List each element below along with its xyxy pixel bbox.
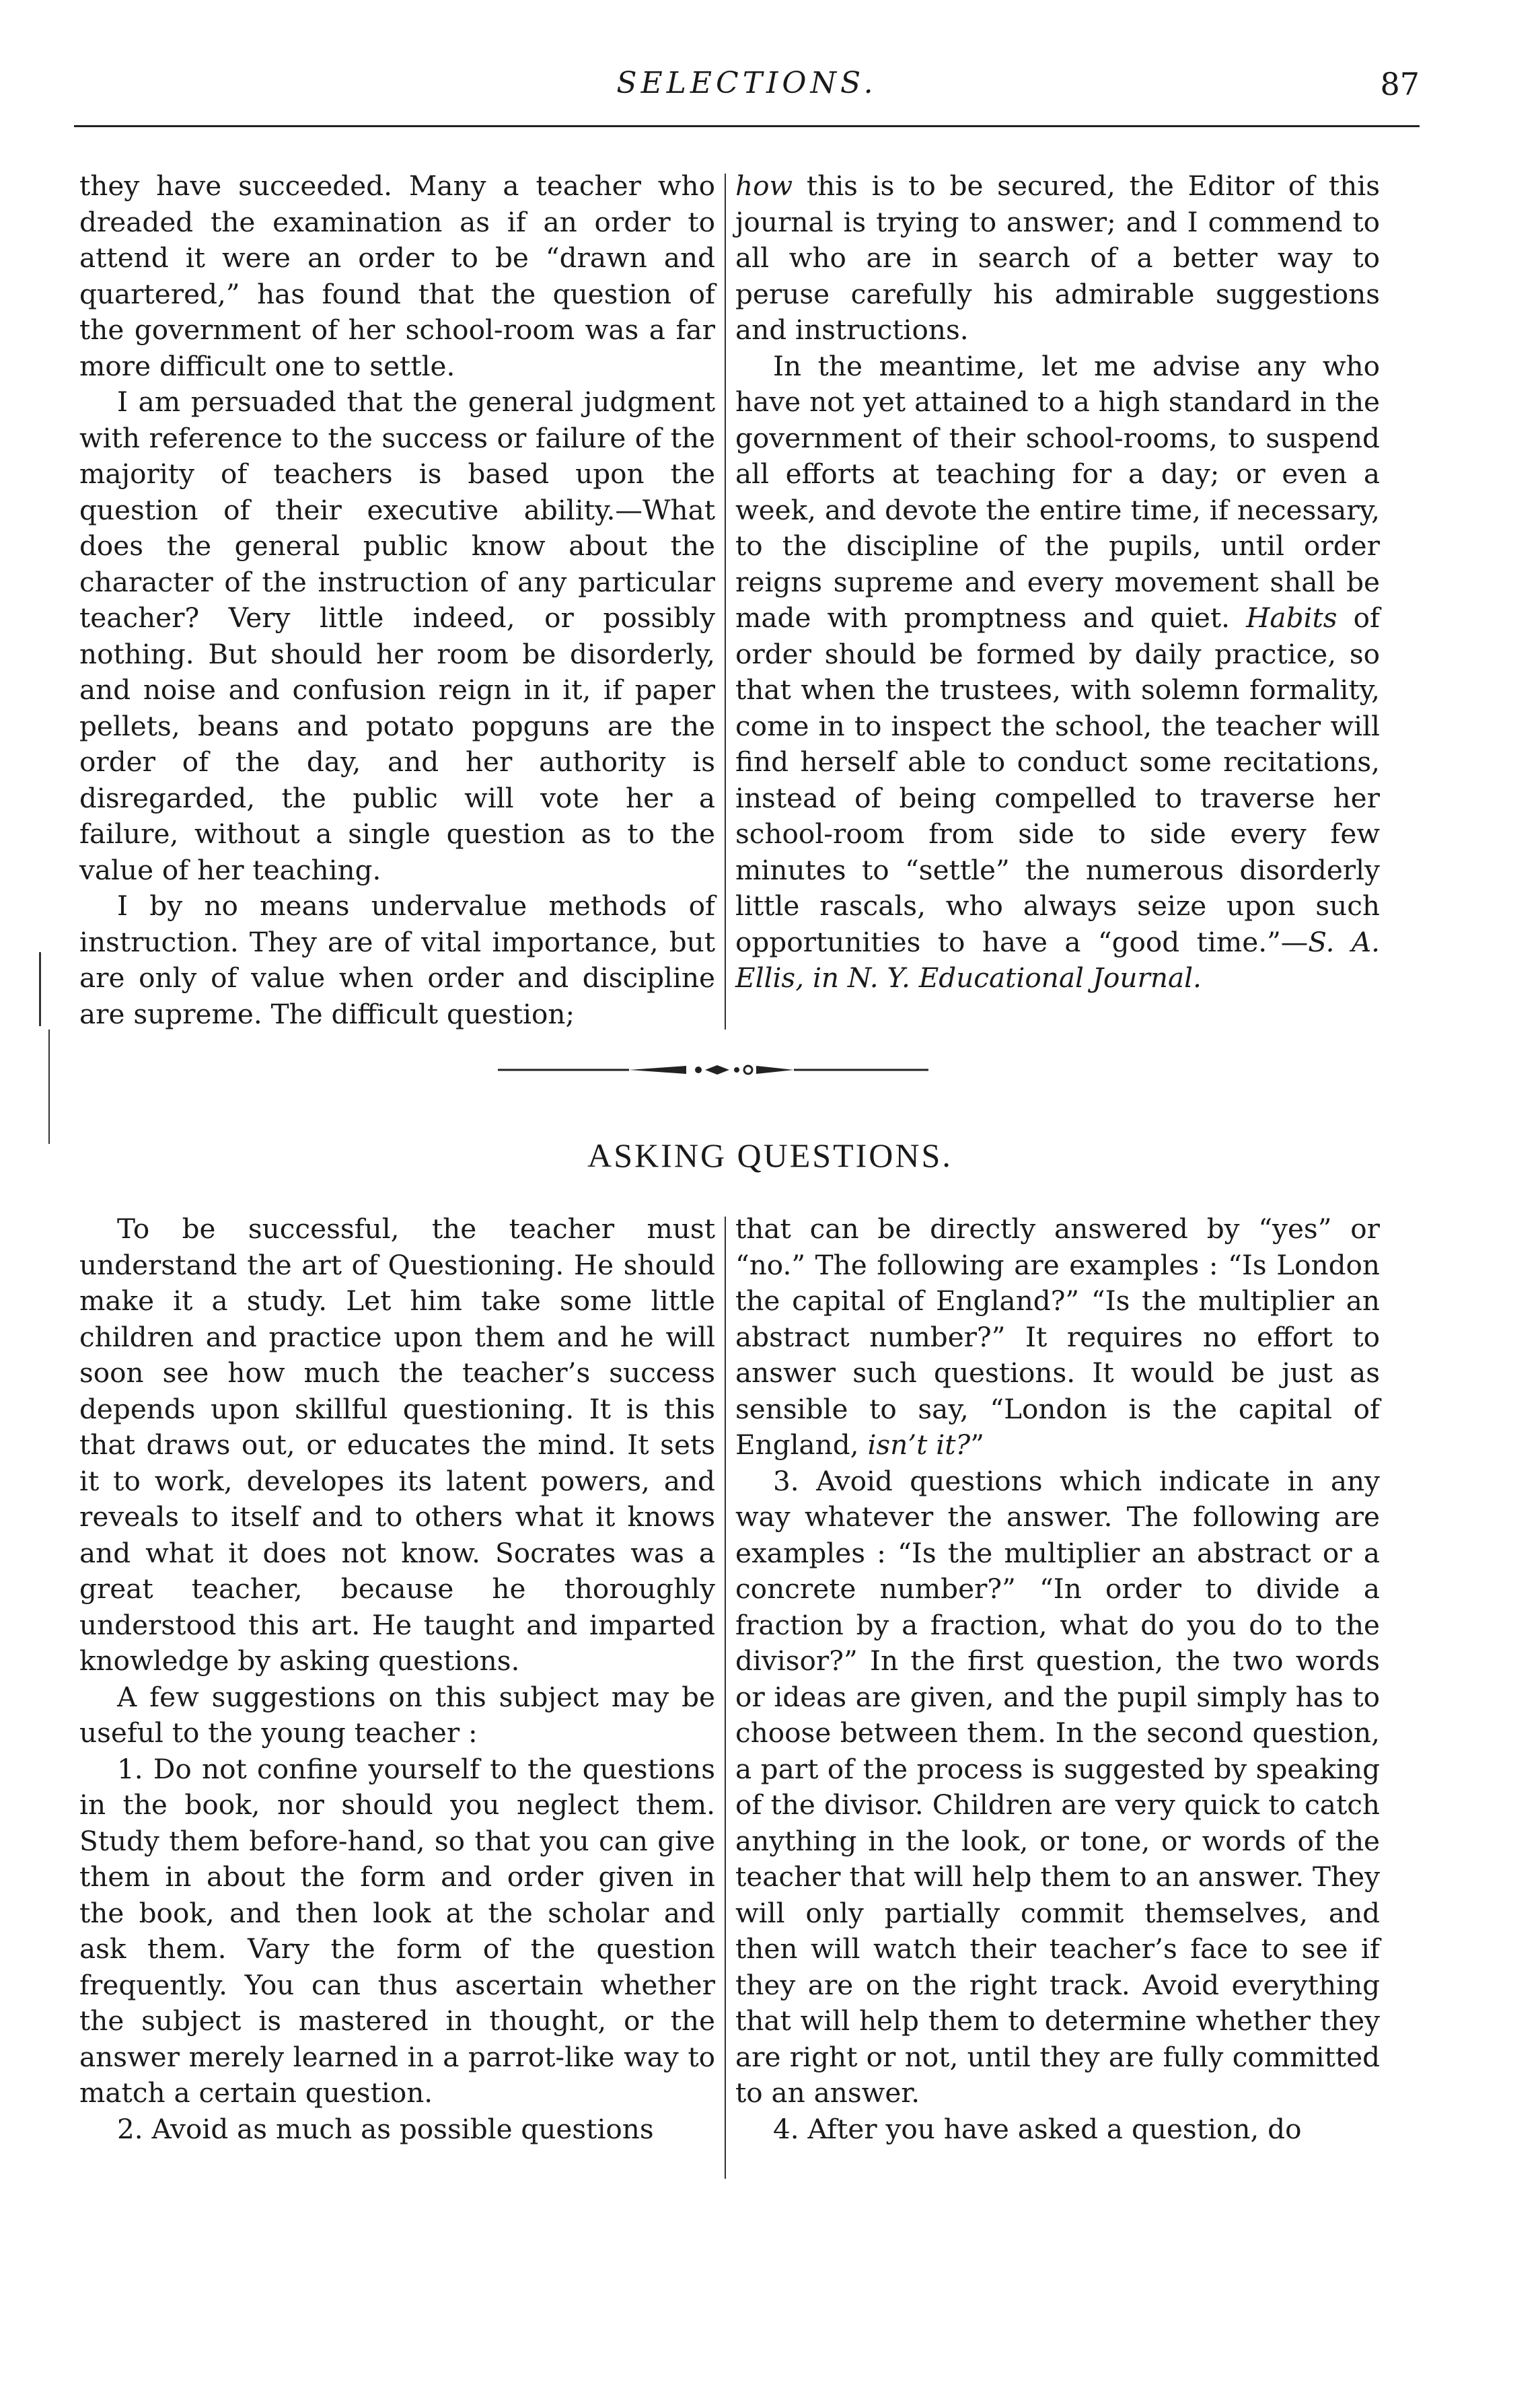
margin-mark xyxy=(39,952,41,1026)
paragraph: 1. Do not confine yourself to the questions in the book, nor should you neglect them. Study them before-hand, so that you can give them in about the form and order given in the book, and then look at the scholar and ask them. Vary the form of the question frequently. You can thus ascertain whether the subject is mastered in thought, or the answer merely learned in a parrot-like way to match a certain question. xyxy=(79,1752,715,2109)
paragraph xyxy=(735,168,1380,349)
paragraph: 2. Avoid as much as possible questions xyxy=(117,2112,654,2145)
page-number: 87 xyxy=(1380,66,1420,102)
paragraph: they have succeeded. Many a teacher who dreaded the examination as if an order to attend it were an order to be “drawn and quartered,” has found that the question of the government of her school-room was a far more difficult one to settle. xyxy=(79,170,715,382)
italic-text: isn’t it? xyxy=(867,1429,971,1461)
article2-left-column xyxy=(79,1211,715,2147)
italic-text: how xyxy=(735,170,793,202)
running-head xyxy=(74,66,1420,113)
signature: S. A. Ellis, in N. Y. Educational Journal. xyxy=(735,925,1381,994)
paragraph xyxy=(735,1211,1380,1464)
paragraph: 4. After you have asked a question, do xyxy=(773,2112,1302,2145)
paragraph: A few suggestions on this subject may be useful to the young teacher : xyxy=(79,1680,715,1749)
header-rule xyxy=(74,125,1420,127)
column-divider xyxy=(725,1217,726,2179)
section-title: ASKING QUESTIONS. xyxy=(587,1136,953,1174)
margin-mark xyxy=(48,1030,50,1144)
paragraph xyxy=(735,349,1380,997)
article1-right-column xyxy=(735,168,1380,997)
paragraph: I am persuaded that the general judgment with reference to the success or failure of the majority of teachers is based upon the question of their executive ability.—What does the general public know about the character of the instruction of any particular teacher? Very little indeed, or possibly nothing. But should her room be disorderly, and noise and confusion reign in it, if paper pellets, beans and potato popguns are the order of the day, and her authority is disregarded, the public will vote her a failure, without a single question as to the value of her teaching. xyxy=(79,386,715,886)
paragraph-text: that can be directly answered by “yes” or “no.” The following are examples : “Is London the capital of England?” “Is the multiplier an abstract number?” It requires no effort to answer such questions. It would be just as sensible to say, “London is the capital of England, xyxy=(735,1213,1380,1461)
running-title: SELECTIONS. xyxy=(616,66,877,100)
column-divider xyxy=(725,174,726,1030)
italic-text: Habits xyxy=(1246,602,1337,634)
paragraph: To be successful, the teacher must understand the art of Questioning. He should make it a study. Let him take some little children and practice upon them and he will soon see how much the teacher’s success depends upon skillful questioning. It is this that draws out, or educates the mind. It sets it to work, developes its latent powers, and reveals to itself and to others what it knows and what it does not know. Socrates was a great teacher, because he thoroughly understood this art. He taught and imparted knowledge by asking questions. xyxy=(79,1213,715,1677)
paragraph: 3. Avoid questions which indicate in any way whatever the answer. The following are examples : “Is the multiplier an abstract or a concrete number?” “In order to divide a fraction by a fraction, what do you do to the divisor?” In the first question, the two words or ideas are given, and the pupil simply has to choose between them. In the second question, a part of the process is suggested by speaking of the divisor. Children are very quick to catch anything in the look, or tone, or words of the teacher that will help them to an answer. They will only partially commit themselves, and then will watch their teacher’s face to see if they are on the right track. Avoid everything that will help them to determine whether they are right or not, until they are fully committed to an answer. xyxy=(735,1464,1380,2109)
ornament-divider xyxy=(498,1060,928,1080)
paragraph-text: ” xyxy=(970,1429,984,1461)
paragraph-text: this is to be secured, the Editor of this journal is trying to answer; and I commend to all who are in search of a better way to peruse carefully his admirable suggestions and instructions. xyxy=(735,170,1380,346)
paragraph-text: of order should be formed by daily practice, so that when the trustees, with solemn formality, come in to inspect the school, the teacher will find herself able to conduct some recitations, instead of being compelled to traverse her school-room from side to side every few minutes to “settle” the numerous disorderly little rascals, who always seize upon such opportunities to have a “good time.”— xyxy=(735,602,1380,958)
article1-left-column xyxy=(79,168,715,1032)
paragraph: I by no means undervalue methods of instruction. They are of vital importance, but are only of value when order and discipline are supreme. The difficult question; xyxy=(79,890,715,1030)
article2-right-column xyxy=(735,1211,1380,2147)
paragraph-text: In the meantime, let me advise any who have not yet attained to a high standard in the government of their school-rooms, to suspend all efforts at teaching for a day; or even a week, and devote the entire time, if necessary, to the discipline of the pupils, until order reigns supreme and every movement shall be made with promptness and quiet. xyxy=(735,349,1380,634)
